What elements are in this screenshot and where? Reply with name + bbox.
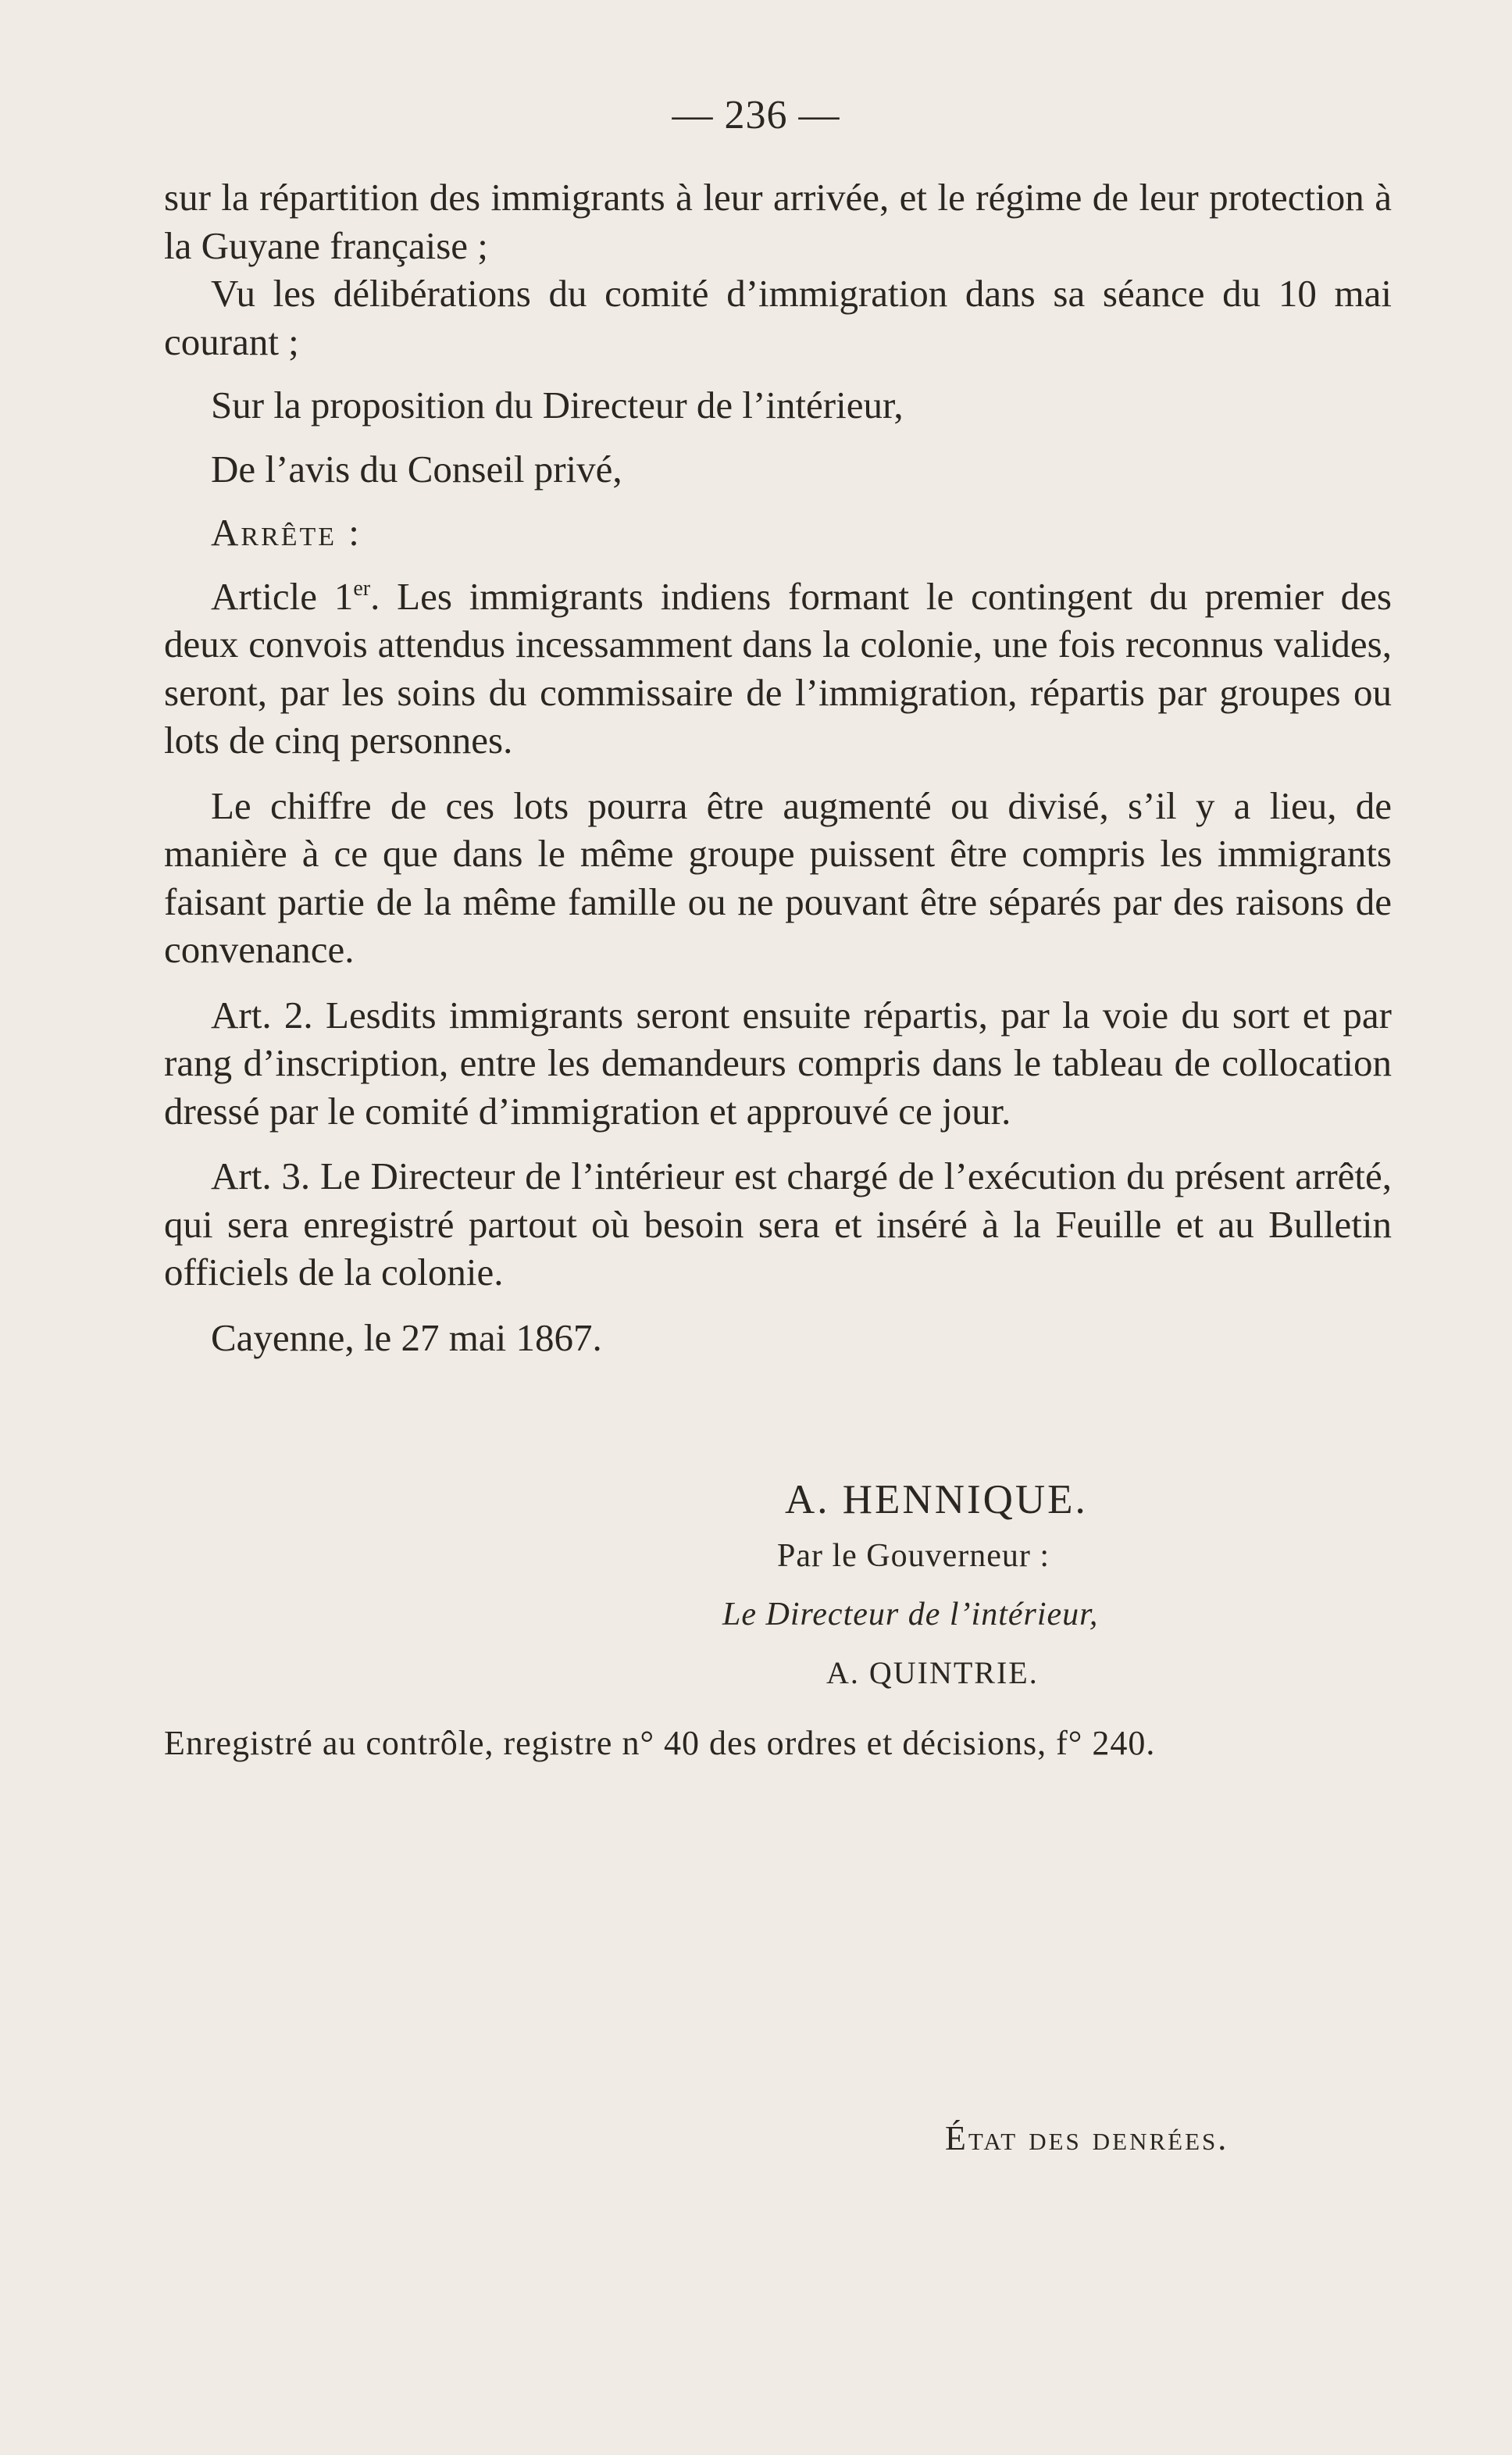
article-1-ordinal: er <box>353 576 371 601</box>
article-1-text: . Les immigrants indiens formant le contingent du premier des deux convois attendus incessamment dans la colonie, une fois reconnus valides, seront, par les soins du commissaire de l’immigration, répartis par groupes ou lots de cinq personnes. <box>164 574 1392 762</box>
article-3: Art. 3. Le Directeur de l’intérieur est chargé de l’exécution du présent arrêté, qui sera enregistré partout où besoin sera et inséré à la Feuille et au Bulletin officiels de la colonie. <box>164 1154 1392 1294</box>
article-1-label: Article 1 <box>211 574 354 618</box>
signatory-director-title: Le Directeur de l’intérieur, <box>722 1597 1099 1633</box>
page-number: — 236 — <box>672 93 840 137</box>
signatory-name: A. HENNIQUE. <box>785 1477 1088 1522</box>
paragraph-vu: Vu les délibérations du comité d’immigration dans sa séance du 10 mai courant ; <box>164 272 1392 363</box>
registration-note: Enregistré au contrôle, registre n° 40 des ordres et décisions, f° 240. <box>164 1724 1156 1762</box>
paragraph-preamble: sur la répartition des immigrants à leur arrivée, et le régime de leur protection à la Guyane française ; <box>164 176 1392 267</box>
article-2: Art. 2. Lesdits immigrants seront ensuite répartis, par la voie du sort et par rang d’inscription, entre les demandeurs compris dans le tableau de collocation dressé par le comité d’immigration et approuvé ce jour. <box>164 993 1392 1133</box>
date-line: Cayenne, le 27 mai 1867. <box>211 1315 602 1359</box>
paragraph-avis: De l’avis du Conseil privé, <box>211 447 622 491</box>
signatory-second-name: A. QUINTRIE. <box>826 1655 1039 1690</box>
arrete-heading: Arrête : <box>211 511 362 554</box>
paragraph-lots: Le chiffre de ces lots pourra être augmenté ou divisé, s’il y a lieu, de manière à ce que dans le même groupe puissent être compris les immigrants faisant partie de la même famille ou ne pouvant être séparés par des raisons de convenance. <box>164 783 1392 971</box>
article-1 <box>164 573 1392 765</box>
signatory-par-line: Par le Gouverneur : <box>777 1538 1050 1574</box>
section-heading: État des denrées. <box>945 2119 1229 2157</box>
paragraph-proposition: Sur la proposition du Directeur de l’intérieur, <box>211 384 904 426</box>
document-body <box>164 173 1392 1361</box>
